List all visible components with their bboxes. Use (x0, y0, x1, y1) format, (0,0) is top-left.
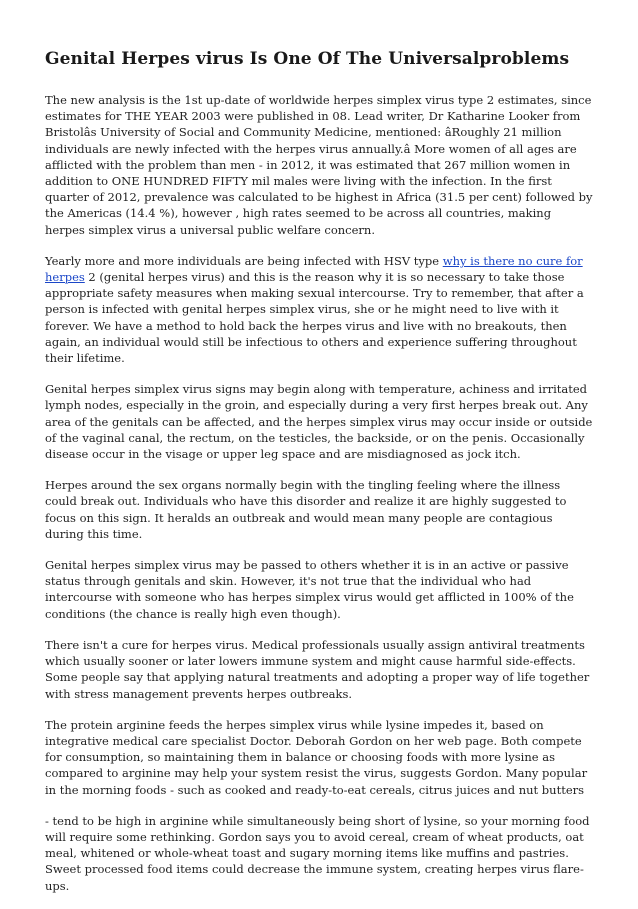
page-title: Genital Herpes virus Is One Of The Universalproblems (45, 49, 570, 69)
paragraph-6: There isn't a cure for herpes virus. Medical professionals usually assign antiviral treatments which usually sooner or later lowers immune system and might cause harmful side-effects. Some people say that applying natural treatments and adopting a proper way of life together with stress management prevents herpes outbreaks. (45, 637, 590, 701)
paragraph-8: - tend to be high in arginine while simultaneously being short of lysine, so your morning food will require some rethinking. Gordon says you to avoid cereal, cream of wheat products, oat meal, whitened or whole-wheat toast and sugary morning items like muffins and pastries. Sweet processed food items could decrease the immune system, creating herpes virus flare-ups. (45, 813, 590, 893)
paragraph-2-text-after: 2 (genital herpes virus) and this is the reason why it is so necessary to take those appropriate safety measures when making sexual intercourse. Try to remember, that after a person is infected with genital herpes simplex virus, she or he might need to live with it forever. We have a method to hold back the herpes virus and live with no breakouts, then again, an individual would still be infectious to others and experience suffering throughout their lifetime. (45, 270, 584, 366)
paragraph-2-text-before: Yearly more and more individuals are being infected with HSV type (45, 253, 443, 268)
herpes-cure-link[interactable]: why is there no cure for herpes (45, 253, 583, 285)
paragraph-4: Herpes around the sex organs normally begin with the tingling feeling where the illness could break out. Individuals who have this disorder and realize it are highly suggested to focus on this sign. It heralds an outbreak and would mean many people are contagious during this time. (45, 478, 567, 541)
paragraph-3: Genital herpes simplex virus signs may begin along with temperature, achiness and irritated lymph nodes, especially in the groin, and especially during a very first herpes break out. Any area of the genitals can be affected, and the herpes simplex virus may occur inside or outside of the vaginal canal, the rectum, on the testicles, the backside, or on the penis. Occasionally disease occur in the visage or upper leg space and are misdiagnosed as jock itch. (45, 382, 593, 462)
paragraph-5: Genital herpes simplex virus may be passed to others whether it is in an active or passive status through genitals and skin. However, it's not true that the individual who had intercourse with someone who has herpes simplex virus would get afflicted in 100% of the conditions (the chance is really high even though). (45, 558, 574, 621)
paragraph-1: The new analysis is the 1st up-date of worldwide herpes simplex virus type 2 estimates, since estimates for THE YEAR 2003 were published in 08. Lead writer, Dr Katharine Looker from Bristolâs University of Social and Community Medicine, mentioned: âRoughly 21 million individuals are newly infected with the herpes virus annually.â More women of all ages are afflicted with the problem than men - in 2012, it was estimated that 267 million women in addition to ONE HUNDRED FIFTY mil males were living with the infection. In the first quarter of 2012, prevalence was calculated to be highest in Africa (31.5 per cent) followed by the Americas (14.4 %), however , high rates seemed to be across all countries, making herpes simplex virus a universal public welfare concern. (45, 93, 593, 237)
paragraph-2 (45, 253, 593, 366)
paragraph-7: The protein arginine feeds the herpes simplex virus while lysine impedes it, based on integrative medical care specialist Doctor. Deborah Gordon on her web page. Both compete for consumption, so maintaining them in balance or choosing foods with more lysine as compared to arginine may help your system resist the virus, suggests Gordon. Many popular in the morning foods - such as cooked and ready-to-eat cereals, citrus juices and nut butters (45, 717, 588, 797)
document-page (45, 48, 593, 909)
